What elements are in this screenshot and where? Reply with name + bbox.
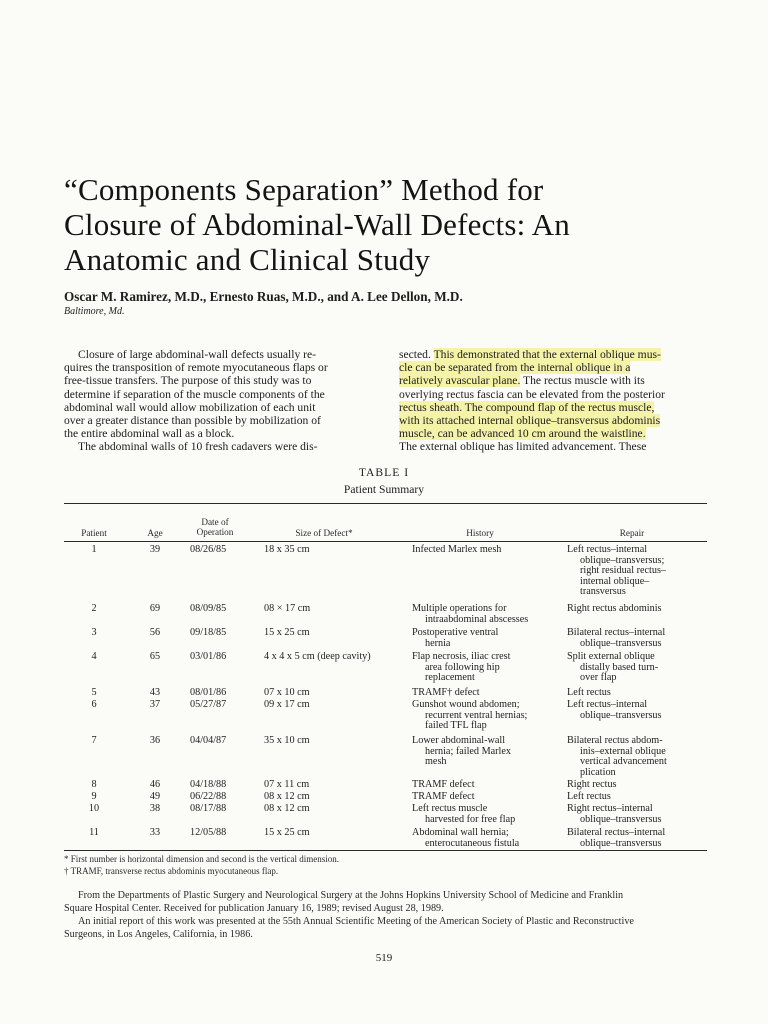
cell-line: Gunshot wound abdomen; — [412, 699, 520, 710]
text-line — [399, 427, 707, 440]
affiliation: Baltimore, Md. — [64, 306, 125, 317]
cell-line: mesh — [425, 756, 447, 768]
table-cell-repair — [567, 736, 707, 778]
cell-line: Abdominal wall hernia; — [412, 827, 509, 838]
cell-line: oblique–transversus; — [580, 554, 665, 566]
cell-line: TRAMF† defect — [412, 687, 480, 698]
table-cell-history — [412, 736, 562, 768]
cell-line: Left rectus — [567, 687, 611, 698]
table-label: TABLE I — [358, 466, 410, 479]
cell-line: internal oblique– — [580, 575, 650, 587]
table-cell-size: 35 x 10 cm — [264, 735, 310, 746]
table-cell-history — [412, 804, 562, 825]
highlighted-text: The compound flap of the rectus muscle, — [462, 400, 655, 414]
table-cell-age: 56 — [149, 627, 161, 638]
text-line — [399, 374, 707, 387]
table-cell-history — [412, 780, 562, 791]
header-history: History — [466, 528, 494, 538]
table-cell-age: 69 — [149, 603, 161, 614]
highlighted-text: rectus sheath. — [399, 400, 463, 414]
cell-line: Bilateral rectus abdom- — [567, 735, 663, 746]
table-footnote: * First number is horizontal dimension and second is the vertical dimension. — [64, 854, 339, 864]
cell-line: failed TFL flap — [425, 720, 487, 732]
title-line: “Components Separation” Method for — [64, 172, 544, 207]
table-cell-date: 08/17/88 — [190, 803, 227, 814]
cell-line: harvested for free flap — [425, 813, 516, 825]
header-patient: Patient — [81, 528, 107, 538]
table-cell-patient: 10 — [88, 803, 100, 814]
text-line — [399, 414, 707, 427]
table-cell-patient: 5 — [91, 687, 97, 698]
table-cell-repair — [567, 780, 707, 791]
cell-line: hernia — [425, 637, 451, 649]
table-cell-patient: 2 — [91, 603, 97, 614]
cell-line: Left rectus–internal — [567, 699, 648, 710]
plain-text: sected. — [399, 348, 434, 361]
cell-line: Lower abdominal-wall — [412, 735, 506, 746]
table-cell-repair — [567, 792, 707, 803]
table-cell-history — [412, 688, 562, 699]
table-cell-repair — [567, 628, 707, 649]
highlighted-text: with its attached internal oblique–transversus abdominis — [399, 414, 661, 428]
table-cell-age: 37 — [149, 699, 161, 710]
text-line: over a greater distance than possible by mobilization of — [64, 414, 321, 428]
page-number: 519 — [375, 952, 393, 964]
table-cell-size: 07 x 11 cm — [264, 779, 310, 790]
cell-line: Right rectus–internal — [567, 803, 653, 814]
title-line: Anatomic and Clinical Study — [64, 242, 431, 277]
abstract-right-column — [399, 348, 707, 454]
cell-line: Flap necrosis, iliac crest — [412, 651, 511, 662]
cell-line: enterocutaneous fistula — [425, 837, 520, 849]
cell-line: replacement — [425, 672, 475, 684]
table-cell-date: 08/26/85 — [190, 544, 227, 555]
abstract-left-column — [64, 348, 370, 454]
cell-line: Bilateral rectus–internal — [567, 627, 666, 638]
table-cell-size: 18 x 35 cm — [264, 544, 310, 555]
article-title — [64, 172, 704, 277]
table-caption: Patient Summary — [343, 483, 425, 496]
table-cell-date: 03/01/86 — [190, 651, 227, 662]
text-line — [399, 361, 707, 374]
text-line: abdominal wall would allow mobilization of each unit — [64, 400, 316, 414]
header-date-line: Date of — [201, 517, 229, 527]
text-line — [399, 401, 707, 414]
table-cell-date: 04/04/87 — [190, 735, 227, 746]
table-cell-size: 09 x 17 cm — [264, 699, 310, 710]
table-cell-date: 08/01/86 — [190, 687, 227, 698]
table-cell-history — [412, 828, 562, 849]
cell-line: transversus — [580, 586, 626, 598]
table-cell-repair — [567, 652, 707, 684]
table-cell-history — [412, 652, 562, 684]
cell-line: intraabdominal abscesses — [425, 613, 529, 625]
table-cell-size: 15 x 25 cm — [264, 827, 310, 838]
header-repair: Repair — [619, 528, 645, 538]
highlighted-text: relatively avascular plane. — [399, 374, 521, 388]
cell-line: oblique–transversus — [580, 709, 662, 721]
cell-line: TRAMF defect — [412, 779, 475, 790]
table-cell-patient: 9 — [91, 791, 97, 802]
table-cell-date: 05/27/87 — [190, 699, 227, 710]
table-cell-age: 33 — [149, 827, 161, 838]
table-cell-patient: 4 — [91, 651, 97, 662]
header-size: Size of Defect* — [295, 528, 353, 538]
cell-line: over flap — [580, 672, 617, 684]
table-cell-history — [412, 700, 562, 732]
cell-line: oblique–transversus — [580, 813, 662, 825]
cell-line: vertical advancement — [580, 756, 667, 768]
table-cell-repair — [567, 545, 707, 598]
cell-line: Right rectus abdominis — [567, 603, 662, 614]
cell-line: plication — [580, 766, 616, 778]
table-cell-patient: 7 — [91, 735, 97, 746]
table-cell-patient: 11 — [89, 827, 99, 838]
cell-line: Left rectus — [567, 791, 611, 802]
author-list: Oscar M. Ramirez, M.D., Ernesto Ruas, M.D., and A. Lee Dellon, M.D. — [64, 289, 463, 304]
cell-line: Bilateral rectus–internal — [567, 827, 666, 838]
table-cell-patient: 1 — [91, 544, 97, 555]
cell-line: hernia; failed Marlex — [425, 745, 511, 757]
table-cell-size: 4 x 4 x 5 cm (deep cavity) — [264, 651, 371, 662]
table-cell-repair — [567, 804, 707, 825]
table-cell-date: 04/18/88 — [190, 779, 227, 790]
table-cell-size: 07 x 10 cm — [264, 687, 310, 698]
table-cell-history — [412, 628, 562, 649]
header-age: Age — [147, 528, 163, 538]
table-cell-age: 46 — [149, 779, 161, 790]
table-cell-size: 08 × 17 cm — [264, 603, 311, 614]
table-cell-date: 12/05/88 — [190, 827, 227, 838]
table-cell-date: 08/09/85 — [190, 603, 227, 614]
table-cell-history — [412, 545, 562, 556]
text-line: the entire abdominal wall as a block. — [64, 427, 235, 441]
cell-line: TRAMF defect — [412, 791, 475, 802]
table-header-rule — [64, 541, 707, 542]
text-line — [399, 348, 707, 361]
header-date-line: Operation — [196, 527, 234, 537]
table-cell-age: 49 — [149, 791, 161, 802]
plain-text: The rectus muscle with its — [520, 374, 645, 388]
table-cell-patient: 3 — [91, 627, 97, 638]
table-cell-history — [412, 604, 562, 625]
table-cell-date: 09/18/85 — [190, 627, 227, 638]
footnote-line: Surgeons, in Los Angeles, California, in 1986. — [64, 929, 253, 940]
table-cell-size: 08 x 12 cm — [264, 791, 310, 802]
text-line: The external oblique has limited advancement. These — [399, 440, 647, 454]
table-footnote: † TRAMF, transverse rectus abdominis myocutaneous flap. — [64, 866, 279, 876]
table-cell-size: 15 x 25 cm — [264, 627, 310, 638]
title-line: Closure of Abdominal-Wall Defects: An — [64, 207, 570, 242]
cell-line: right residual rectus– — [580, 565, 667, 577]
cell-line: area following hip — [425, 661, 500, 673]
table-cell-age: 36 — [149, 735, 161, 746]
text-line: determine if separation of the muscle components of the — [64, 387, 325, 401]
text-line: quires the transposition of remote myocutaneous flaps or — [64, 361, 328, 375]
footnote-line: From the Departments of Plastic Surgery and Neurological Surgery at the Johns Hopkins University School of Medicine and Franklin — [78, 890, 624, 901]
cell-line: Left rectus muscle — [412, 803, 488, 814]
table-cell-age: 39 — [149, 544, 161, 555]
table-cell-repair — [567, 604, 707, 615]
cell-line: oblique–transversus — [580, 837, 662, 849]
footnote-line: Square Hospital Center. Received for publication January 16, 1989; revised August 28, 1989. — [64, 903, 444, 914]
cell-line: oblique–transversus — [580, 637, 662, 649]
highlighted-text: muscle, can be advanced 10 cm around the waistline. — [399, 427, 646, 441]
table-cell-patient: 6 — [91, 699, 97, 710]
highlighted-text: This demonstrated that the external oblique mus- — [433, 348, 661, 361]
cell-line: Multiple operations for — [412, 603, 507, 614]
text-line: The abdominal walls of 10 fresh cadavers were dis- — [78, 440, 318, 454]
table-cell-repair — [567, 828, 707, 849]
table-cell-date: 06/22/88 — [190, 791, 227, 802]
cell-line: Split external oblique — [567, 651, 655, 662]
text-line: Closure of large abdominal-wall defects usually re- — [78, 348, 317, 361]
header-date — [185, 517, 245, 537]
cell-line: Right rectus — [567, 779, 617, 790]
table-cell-patient: 8 — [91, 779, 97, 790]
table-cell-age: 65 — [149, 651, 161, 662]
cell-line: Left rectus–internal — [567, 544, 648, 555]
highlighted-text: cle can be separated from the internal oblique in a — [399, 361, 631, 375]
cell-line: Infected Marlex mesh — [412, 544, 502, 555]
table-cell-age: 38 — [149, 803, 161, 814]
text-line: overlying rectus fascia can be elevated from the posterior — [399, 387, 665, 401]
cell-line: recurrent ventral hernias; — [425, 709, 528, 721]
table-cell-size: 08 x 12 cm — [264, 803, 310, 814]
table-top-rule — [64, 503, 707, 504]
cell-line: distally based turn- — [580, 661, 659, 673]
article-footnote — [64, 889, 707, 941]
cell-line: inis–external oblique — [580, 745, 666, 757]
cell-line: Postoperative ventral — [412, 627, 499, 638]
table-bottom-rule — [64, 850, 707, 851]
text-line: free-tissue transfers. The purpose of this study was to — [64, 374, 312, 388]
table-cell-history — [412, 792, 562, 803]
table-cell-age: 43 — [149, 687, 161, 698]
table-cell-repair — [567, 700, 707, 721]
table-cell-repair — [567, 688, 707, 699]
footnote-line: An initial report of this work was presented at the 55th Annual Scientific Meeting of the American Society of Plastic and Reconstructive — [78, 916, 634, 927]
